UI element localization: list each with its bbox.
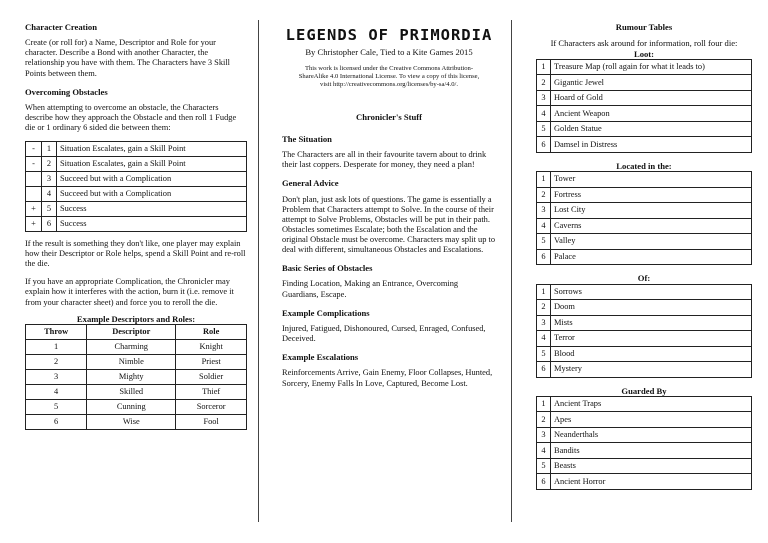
situation-heading: The Situation xyxy=(282,133,332,144)
roll-outcome-table xyxy=(25,141,247,232)
rumour-number: 1 xyxy=(537,172,551,188)
descriptor-cell: Charming xyxy=(87,339,176,354)
rumour-entry: Ancient Weapon xyxy=(551,106,752,122)
rumour-entry: Palace xyxy=(551,249,752,265)
rumour-row xyxy=(537,106,752,122)
rumour-table-title: Guarded By xyxy=(621,385,667,396)
roll-result: Success xyxy=(57,202,247,217)
role-cell: Knight xyxy=(176,339,247,354)
rumour-number: 3 xyxy=(537,427,551,443)
rumour-table xyxy=(536,396,752,490)
license-line: This work is licensed under the Creative Commons Attribution- xyxy=(304,64,474,72)
rumour-entry: Ancient Horror xyxy=(551,474,752,490)
throw-cell: 2 xyxy=(26,354,87,369)
char-creation-heading: Character Creation xyxy=(25,22,97,32)
throw-cell: 1 xyxy=(26,339,87,354)
rumour-row xyxy=(537,331,752,347)
license-line: visit http://creativecommons.org/licenses/by-sa/4.0/. xyxy=(320,81,458,89)
escalations-heading: Example Escalations xyxy=(282,352,359,363)
situation-text: The Characters are all in their favourite tavern about to drink their last coppers. Desperate for money, they need a plan! xyxy=(282,150,487,170)
rumour-row xyxy=(537,203,752,219)
rumour-number: 2 xyxy=(537,300,551,316)
examples-row xyxy=(26,414,247,429)
rumour-number: 1 xyxy=(537,396,551,412)
rumour-entry: Caverns xyxy=(551,218,752,234)
right-column xyxy=(536,22,752,498)
roll-sign xyxy=(26,187,42,202)
rumour-row xyxy=(537,396,752,412)
rumour-number: 5 xyxy=(537,234,551,250)
rumour-entry: Mists xyxy=(551,315,752,331)
rumour-entry: Sorrows xyxy=(551,284,752,300)
rumour-row xyxy=(537,249,752,265)
column-divider-left xyxy=(258,20,259,522)
throw-cell: 3 xyxy=(26,369,87,384)
rumour-number: 4 xyxy=(537,218,551,234)
roll-number: 2 xyxy=(42,157,57,172)
rumour-row xyxy=(537,443,752,459)
examples-row xyxy=(26,369,247,384)
rumour-table xyxy=(536,59,752,153)
rumour-row xyxy=(537,412,752,428)
advice-text: Don't plan, just ask lots of questions. The game is essentially a Problem that Characters attempt to Solve. In the course of their attempt to Solve Problems, Obstacles will be put in their path. Obstacles sometimes Escalate; both the Escalation and the original Obstacle must be overcome. Characters may split up to deal with different, simultaneous Obstacles and Escalations. xyxy=(282,194,496,255)
byline: By Christopher Cale, Tied to a Kite Games 2015 xyxy=(305,46,473,57)
role-cell: Soldier xyxy=(176,369,247,384)
rumour-number: 2 xyxy=(537,412,551,428)
rumour-row xyxy=(537,474,752,490)
rumour-entry: Mystery xyxy=(551,362,752,378)
examples-row xyxy=(26,399,247,414)
rumour-number: 1 xyxy=(537,59,551,75)
roll-number: 5 xyxy=(42,202,57,217)
rumour-entry: Ancient Traps xyxy=(551,396,752,412)
rumour-number: 5 xyxy=(537,121,551,137)
escalations-text: Reinforcements Arrive, Gain Enemy, Floor Collapses, Hunted, Sorcery, Enemy Falls In Love, Captured, Become Lost. xyxy=(282,368,493,388)
roll-row xyxy=(26,157,247,172)
roll-number: 4 xyxy=(42,187,57,202)
rumour-entry: Valley xyxy=(551,234,752,250)
descriptor-cell: Cunning xyxy=(87,399,176,414)
descriptors-roles-table xyxy=(25,324,247,430)
descriptor-cell: Wise xyxy=(87,414,176,429)
role-cell: Sorceror xyxy=(176,399,247,414)
rumour-entry: Neanderthals xyxy=(551,427,752,443)
rumour-number: 6 xyxy=(537,362,551,378)
rumour-entry: Blood xyxy=(551,346,752,362)
col-header-throw: Throw xyxy=(26,324,87,339)
roll-row xyxy=(26,202,247,217)
rumour-row xyxy=(537,458,752,474)
rumour-entry: Gigantic Jewel xyxy=(551,75,752,91)
license-line: ShareAlike 4.0 International License. To view a copy of this license, xyxy=(298,73,480,81)
rumour-number: 4 xyxy=(537,331,551,347)
roll-row xyxy=(26,217,247,232)
rumour-number: 3 xyxy=(537,315,551,331)
rumour-row xyxy=(537,284,752,300)
descriptor-cell: Nimble xyxy=(87,354,176,369)
rumour-row xyxy=(537,90,752,106)
rumour-entry: Fortress xyxy=(551,187,752,203)
rumour-intro: If Characters ask around for information, roll four die: xyxy=(550,38,738,49)
rumour-entry: Apes xyxy=(551,412,752,428)
overcoming-text: When attempting to overcome an obstacle, the Characters describe how they approach the Obstacle and then roll 1 Fudge die or 1 ordinary 6 sided die between them: xyxy=(25,102,237,133)
license-notice xyxy=(282,65,496,90)
roll-row xyxy=(26,142,247,157)
column-divider-right xyxy=(511,20,512,522)
left-column xyxy=(25,22,247,430)
rumour-number: 6 xyxy=(537,137,551,153)
rumour-number: 3 xyxy=(537,90,551,106)
rumour-row xyxy=(537,172,752,188)
rumour-number: 5 xyxy=(537,458,551,474)
rumour-entry: Damsel in Distress xyxy=(551,137,752,153)
examples-row xyxy=(26,339,247,354)
examples-row xyxy=(26,354,247,369)
rumour-row xyxy=(537,427,752,443)
roll-row xyxy=(26,187,247,202)
roll-result: Success xyxy=(57,217,247,232)
rumour-number: 4 xyxy=(537,106,551,122)
roll-number: 6 xyxy=(42,217,57,232)
roll-sign: - xyxy=(26,157,42,172)
rumour-number: 6 xyxy=(537,474,551,490)
role-cell: Fool xyxy=(176,414,247,429)
role-cell: Thief xyxy=(176,384,247,399)
rumour-row xyxy=(537,59,752,75)
throw-cell: 6 xyxy=(26,414,87,429)
throw-cell: 4 xyxy=(26,384,87,399)
rumour-row xyxy=(537,315,752,331)
rumour-row xyxy=(537,346,752,362)
roll-sign: + xyxy=(26,202,42,217)
rumour-entry: Treasure Map (roll again for what it leads to) xyxy=(551,59,752,75)
roll-sign xyxy=(26,172,42,187)
descriptor-cell: Mighty xyxy=(87,369,176,384)
middle-column xyxy=(282,22,496,397)
rumour-row xyxy=(537,137,752,153)
game-title: LEGENDS OF PRIMORDIA xyxy=(285,26,493,44)
rumour-row xyxy=(537,300,752,316)
rumour-number: 6 xyxy=(537,249,551,265)
rumour-entry: Lost City xyxy=(551,203,752,219)
rumour-row xyxy=(537,187,752,203)
col-header-role: Role xyxy=(176,324,247,339)
examples-row xyxy=(26,384,247,399)
rumour-entry: Doom xyxy=(551,300,752,316)
rumour-entry: Terror xyxy=(551,331,752,347)
dislike-text: If the result is something they don't like, one player may explain how their Descriptor or Role helps, spend a Skill Point and re-roll the die. xyxy=(25,239,246,269)
roll-sign: - xyxy=(26,142,42,157)
complications-text: Injured, Fatigued, Dishonoured, Cursed, Enraged, Confused, Deceived. xyxy=(282,323,486,344)
rumour-row xyxy=(537,218,752,234)
roll-result: Succeed but with a Complication xyxy=(57,187,247,202)
rumour-entry: Tower xyxy=(551,172,752,188)
rumour-tables xyxy=(536,49,752,490)
rumour-entry: Beasts xyxy=(551,458,752,474)
rumour-number: 5 xyxy=(537,346,551,362)
rumour-row xyxy=(537,121,752,137)
rumour-table xyxy=(536,171,752,265)
throw-cell: 5 xyxy=(26,399,87,414)
basic-obstacles-heading: Basic Series of Obstacles xyxy=(282,263,373,274)
basic-obstacles-text: Finding Location, Making an Entrance, Overcoming Guardians, Escape. xyxy=(282,279,459,299)
role-cell: Priest xyxy=(176,354,247,369)
rumour-table xyxy=(536,284,752,378)
rumour-table-title: Located in the: xyxy=(616,160,672,171)
overcoming-heading: Overcoming Obstacles xyxy=(25,86,108,97)
rumour-number: 2 xyxy=(537,187,551,203)
roll-result: Situation Escalates, gain a Skill Point xyxy=(57,142,247,157)
descriptor-cell: Skilled xyxy=(87,384,176,399)
rumour-number: 1 xyxy=(537,284,551,300)
examples-heading: Example Descriptors and Roles: xyxy=(76,313,196,324)
roll-sign: + xyxy=(26,217,42,232)
rumour-table-title: Of: xyxy=(637,273,651,284)
rumour-entry: Bandits xyxy=(551,443,752,459)
rumour-row xyxy=(537,234,752,250)
col-header-descriptor: Descriptor xyxy=(87,324,176,339)
roll-number: 3 xyxy=(42,172,57,187)
rumour-entry: Hoard of Gold xyxy=(551,90,752,106)
roll-row xyxy=(26,172,247,187)
complication-text: If you have an appropriate Complication, the Chronicler may explain how it interferes with the action, burn it (i.e. remove it from your character sheet) and force you to reroll the die. xyxy=(25,277,234,307)
char-creation-text: Create (or roll for) a Name, Descriptor and Role for your character. Describe a Bond with another Character, the relationship you have with them. The Characters have 3 Skill Points between them. xyxy=(25,38,230,78)
complications-heading: Example Complications xyxy=(282,307,370,318)
roll-result: Succeed but with a Complication xyxy=(57,172,247,187)
advice-heading: General Advice xyxy=(282,178,339,189)
rumour-row xyxy=(537,75,752,91)
roll-number: 1 xyxy=(42,142,57,157)
rumour-row xyxy=(537,362,752,378)
rumour-number: 3 xyxy=(537,203,551,219)
rumour-table-title: Loot: xyxy=(633,48,655,59)
rumour-number: 4 xyxy=(537,443,551,459)
roll-result: Situation Escalates, gain a Skill Point xyxy=(57,157,247,172)
rumour-tables-heading: Rumour Tables xyxy=(615,22,673,32)
rumour-number: 2 xyxy=(537,75,551,91)
chronicler-heading: Chronicler's Stuff xyxy=(356,111,422,122)
rumour-entry: Golden Statue xyxy=(551,121,752,137)
